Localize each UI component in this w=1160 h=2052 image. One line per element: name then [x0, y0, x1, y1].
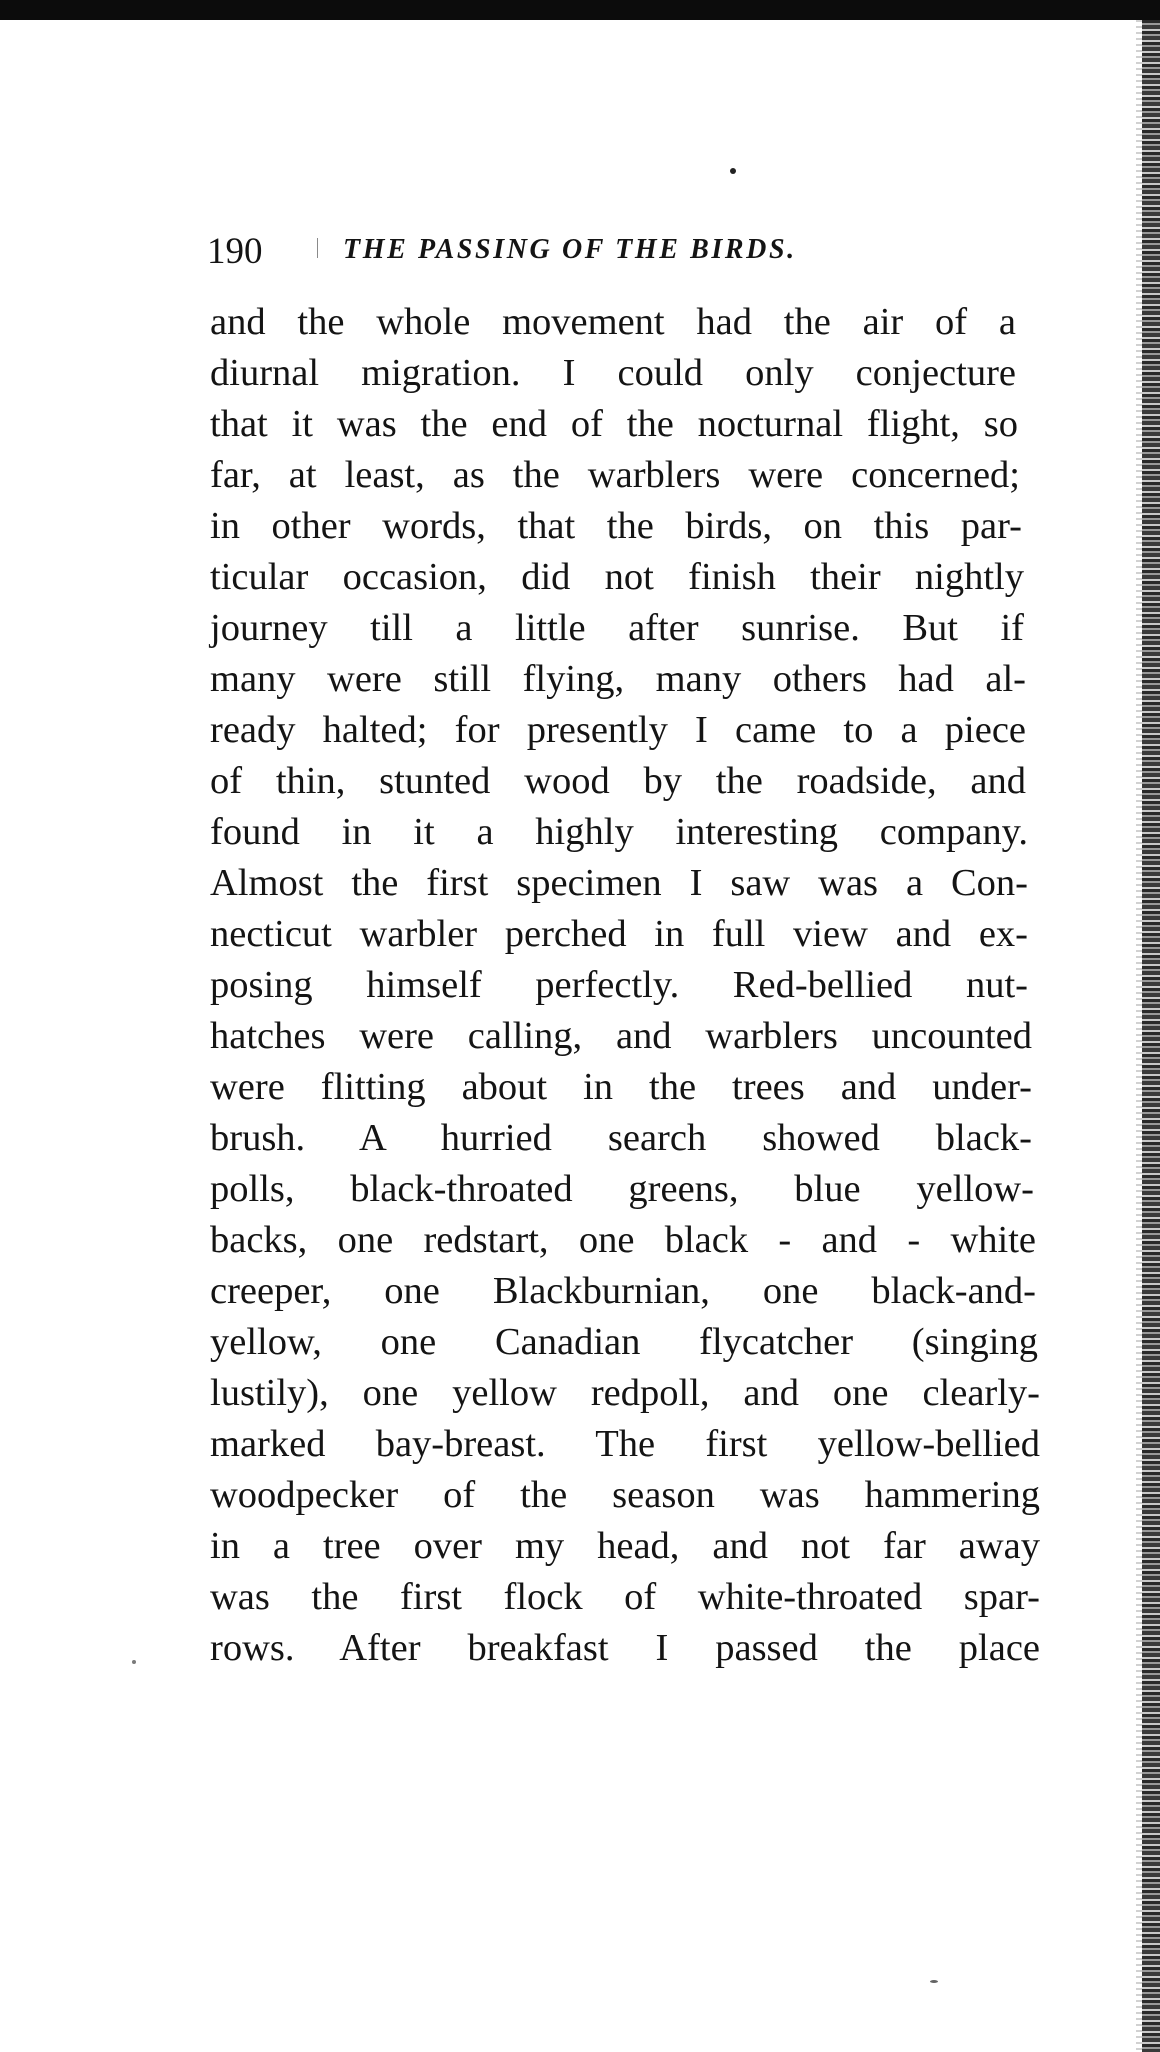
- text-line: polls, black-throated greens, blue yellow-: [210, 1168, 1034, 1210]
- text-line: in a tree over my head, and not far away: [210, 1525, 1040, 1567]
- text-line: woodpecker of the season was hammering: [210, 1474, 1040, 1516]
- text-line: many were still flying, many others had al-: [210, 658, 1026, 700]
- text-line: in other words, that the birds, on this par-: [210, 505, 1022, 547]
- text-line: necticut warbler perched in full view and ex-: [210, 913, 1028, 955]
- text-line: of thin, stunted wood by the roadside, and: [210, 760, 1026, 802]
- text-line: journey till a little after sunrise. But if: [210, 607, 1024, 649]
- text-line: creeper, one Blackburnian, one black-and-: [210, 1270, 1036, 1312]
- text-line: were flitting about in the trees and under-: [210, 1066, 1032, 1108]
- text-line: found in it a highly interesting company.: [210, 811, 1028, 853]
- text-line: lustily), one yellow redpoll, and one clearly-: [210, 1372, 1040, 1414]
- text-line: marked bay-breast. The first yellow-bellied: [210, 1423, 1040, 1465]
- text-line: brush. A hurried search showed black-: [210, 1117, 1032, 1159]
- text-line: far, at least, as the warblers were concerned;: [210, 454, 1020, 496]
- header-divider: [317, 238, 318, 258]
- text-line: yellow, one Canadian flycatcher (singing: [210, 1321, 1038, 1363]
- text-line: backs, one redstart, one black - and - white: [210, 1219, 1036, 1261]
- page-top-edge: [0, 0, 1160, 20]
- text-line: ready halted; for presently I came to a piece: [210, 709, 1026, 751]
- text-line: rows. After breakfast I passed the place: [210, 1627, 1040, 1669]
- ink-speck: [930, 1980, 938, 1983]
- running-title: THE PASSING OF THE BIRDS.: [343, 234, 797, 265]
- page-right-edge: [1142, 20, 1160, 2052]
- text-line: diurnal migration. I could only conjecture: [210, 352, 1016, 394]
- text-line: that it was the end of the nocturnal flight, so: [210, 403, 1018, 445]
- text-line: hatches were calling, and warblers uncounted: [210, 1015, 1032, 1057]
- text-line: ticular occasion, did not finish their nightly: [210, 556, 1024, 598]
- text-line: was the first flock of white-throated spar-: [210, 1576, 1040, 1618]
- text-line: posing himself perfectly. Red-bellied nut-: [210, 964, 1028, 1006]
- text-line: and the whole movement had the air of a: [210, 301, 1016, 343]
- text-line: Almost the first specimen I saw was a Con-: [210, 862, 1028, 904]
- running-head: [207, 226, 907, 276]
- ink-speck: [132, 1660, 136, 1664]
- page-number: 190: [207, 231, 263, 272]
- ink-speck: [730, 168, 736, 174]
